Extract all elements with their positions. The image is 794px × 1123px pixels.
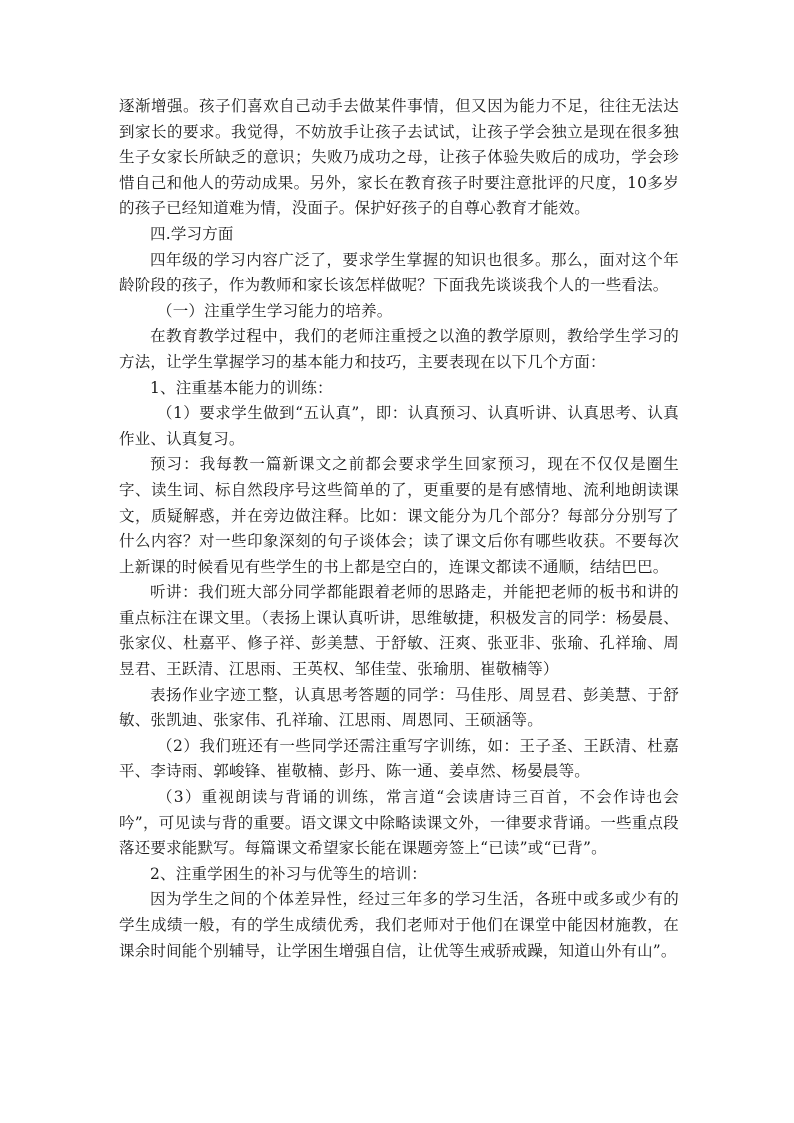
paragraph: 因为学生之间的个体差异性，经过三年多的学习生活，各班中或多或少有的学生成绩一般，有的学生成绩优秀，我们老师对于他们在课堂中能因材施教，在课余时间能个别辅导，让学困生增强自信，让优等生戒骄戒躁，知道山外有山”。 [119,890,679,960]
paragraph: 逐渐增强。孩子们喜欢自己动手去做某件事情，但又因为能力不足，往往无法达到家长的要求。我觉得，不妨放手让孩子去试试，让孩子学会独立是现在很多独生子女家长所缺乏的意识；失败乃成功之母，让孩子体验失败后的成功，学会珍惜自己和他人的劳动成果。另外，家长在教育孩子时要注意批评的尺度，10多岁的孩子已经知道难为情，没面子。保护好孩子的自尊心教育才能效。 [119,97,679,218]
paragraph: 四年级的学习内容广泛了，要求学生掌握的知识也很多。那么，面对这个年龄阶段的孩子，作为教师和家长该怎样做呢？下面我先谈谈我个人的一些看法。 [119,250,679,295]
list-heading: 1、注重基本能力的训练： [150,378,333,397]
paragraph: 预习：我每教一篇新课文之前都会要求学生回家预习，现在不仅仅是圈生字、读生词、标自然段序号这些简单的了，更重要的是有感情地、流利地朗读课文，质疑解惑，并在旁边做注释。比如：课文能分为几个部分？每部分分别写了什么内容？对一些印象深刻的句子谈体会；读了课文后你有哪些收获。不要每次上新课的时候看见有些学生的书上都是空白的，连课文都读不通顺，结结巴巴。 [119,455,679,576]
list-heading: 2、注重学困生的补习与优等生的培训： [150,864,427,883]
paragraph: 表扬作业字迹工整，认真思考答题的同学：马佳彤、周昱君、彭美慧、于舒敏、张凯迪、张家伟、孔祥瑜、江思雨、周恩同、王硕涵等。 [119,685,679,730]
list-item: （3）重视朗读与背诵的训练，常言道“会读唐诗三百首，不会作诗也会吟”，可见读与背的重要。语文课文中除略读课文外，一律要求背诵。一些重点段落还要求能默写。每篇课文希望家长能在课题旁签上“已读”或“已背”。 [119,788,679,858]
paragraph: 听讲：我们班大部分同学都能跟着老师的思路走，并能把老师的板书和讲的重点标注在课文里。（表扬上课认真听讲，思维敏捷，积极发言的同学：杨晏晨、张家仪、杜嘉平、修子祥、彭美慧、于舒敏、汪爽、张亚非、张瑜、孔祥瑜、周昱君、王跃清、江思雨、王英权、邹佳莹、张瑜朋、崔敬楠等） [119,583,679,679]
list-item: （2）我们班还有一些同学还需注重写字训练，如：王子圣、王跃清、杜嘉平、李诗雨、郭峻锋、崔敬楠、彭丹、陈一通、姜卓然、杨晏晨等。 [119,736,679,781]
paragraph: 在教育教学过程中，我们的老师注重授之以渔的教学原则，教给学生学习的方法，让学生掌握学习的基本能力和技巧，主要表现在以下几个方面： [119,327,679,371]
document-body [119,94,679,964]
subsection-heading: （一）注重学生学习能力的培养。 [157,301,393,320]
section-heading-learning: 四.学习方面 [150,224,234,243]
list-item: （1）要求学生做到“五认真”，即：认真预习、认真听讲、认真思考、认真作业、认真复习。 [119,404,679,448]
